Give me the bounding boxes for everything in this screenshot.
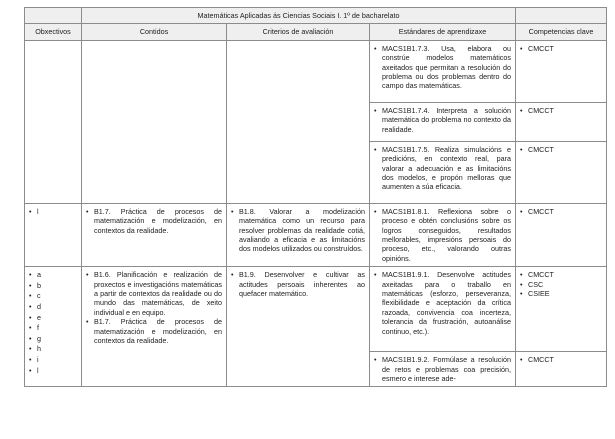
competence-cell [516,141,607,203]
objective-item: • e [29,313,77,324]
content-cell [82,267,227,387]
table-row [25,267,607,352]
objective-item: • d [29,302,77,313]
competence-item: • CMCCT [520,355,602,364]
standard-cell [370,102,516,141]
standard-item: • MACS1B1.7.3. Usa, elabora ou constrúe modelos matemáticos axeitados que permitan a resolución do problema ou dos problemas dentro do campo das matemáticas. [374,44,511,91]
objective-item: • f [29,323,77,334]
standard-item: • MACS1B1.9.1. Desenvolve actitudes axeitadas para o traballo en matemáticas (esforzo, perseveranza, flexibilidade e aceptación da crítica razoada, convivencia coa incerteza, tolerancia da frustración, autoanálise continuo, etc.). [374,270,511,336]
content-item: • B1.7. Práctica de procesos de matematización e modelización, en contextos da realidade. [86,317,222,345]
objective-item: • l [29,366,77,377]
standard-cell [370,40,516,102]
standard-item: • MACS1B1.7.5. Realiza simulacións e predicións, en contexto real, para valorar a adecuación e as limitacións dos modelos, e propón melloras que aumenten a súa eficacia. [374,145,511,192]
competence-item: • CSIEE [520,289,602,298]
standard-cell [370,141,516,203]
objective-item: • h [29,344,77,355]
content-cell [82,40,227,203]
competence-item: • CMCCT [520,207,602,216]
competence-item: • CMCCT [520,145,602,154]
content-cell [82,203,227,266]
header-contidos: Contidos [82,24,227,40]
content-item: • B1.7. Práctica de procesos de matematización e modelización, en contextos da realidade. [86,207,222,235]
criterion-cell [227,40,370,203]
competence-cell [516,352,607,387]
header-criterios: Criterios de avaliación [227,24,370,40]
standard-cell [370,267,516,352]
content-item: • B1.6. Planificación e realización de proxectos e investigacións matemáticas a partir de contextos da realidade ou do mundo das matemáticas, de xeito individual e en equipo. [86,270,222,317]
header-obxectivos: Obxectivos [25,24,82,40]
competence-item: • CSC [520,280,602,289]
objective-item: • b [29,281,77,292]
objective-item: • g [29,334,77,345]
criterion-item: • B1.8. Valorar a modelización matemática como un recurso para resolver problemas da realidade cotiá, avaliando a eficacia e as limitacións dos modelos utilizados ou construídos. [231,207,365,254]
objectives-cell [25,267,82,387]
objective-item: • c [29,291,77,302]
title-right-cell [516,8,607,24]
standard-item: • MACS1B1.9.2. Formúlase a resolución de retos e problemas coa precisión, esmero e interese ade- [374,355,511,383]
objectives-cell [25,40,82,203]
competence-cell [516,267,607,352]
table-row [25,203,607,266]
standard-item: • MACS1B1.8.1. Reflexiona sobre o proceso e obtén conclusións sobre os logros conseguidos, resultados mellorables, impresións persoais do proceso, etc., valorando outras opinións. [374,207,511,263]
criterion-cell [227,203,370,266]
competence-cell [516,40,607,102]
curriculum-table [24,7,607,387]
standard-cell [370,203,516,266]
competence-item: • CMCCT [520,44,602,53]
table-title: Matemáticas Aplicadas ás Ciencias Sociais I. 1º de bacharelato [82,8,516,24]
standard-item: • MACS1B1.7.4. Interpreta a solución matemática do problema no contexto da realidade. [374,106,511,134]
competence-item: • CMCCT [520,270,602,279]
competence-item: • CMCCT [520,106,602,115]
objective-item: • i [29,355,77,366]
competence-cell [516,203,607,266]
table-row [25,40,607,102]
objectives-cell [25,203,82,266]
competence-cell [516,102,607,141]
header-estandares: Estándares de aprendizaxe [370,24,516,40]
title-row [25,8,607,24]
standard-cell [370,352,516,387]
header-competencias: Competencias clave [516,24,607,40]
criterion-item: • B1.9. Desenvolver e cultivar as actitudes persoais inherentes ao quefacer matemático. [231,270,365,298]
objective-item: • a [29,270,77,281]
corner-cell [25,8,82,24]
header-row [25,24,607,40]
criterion-cell [227,267,370,387]
objective-item: • l [29,207,77,216]
